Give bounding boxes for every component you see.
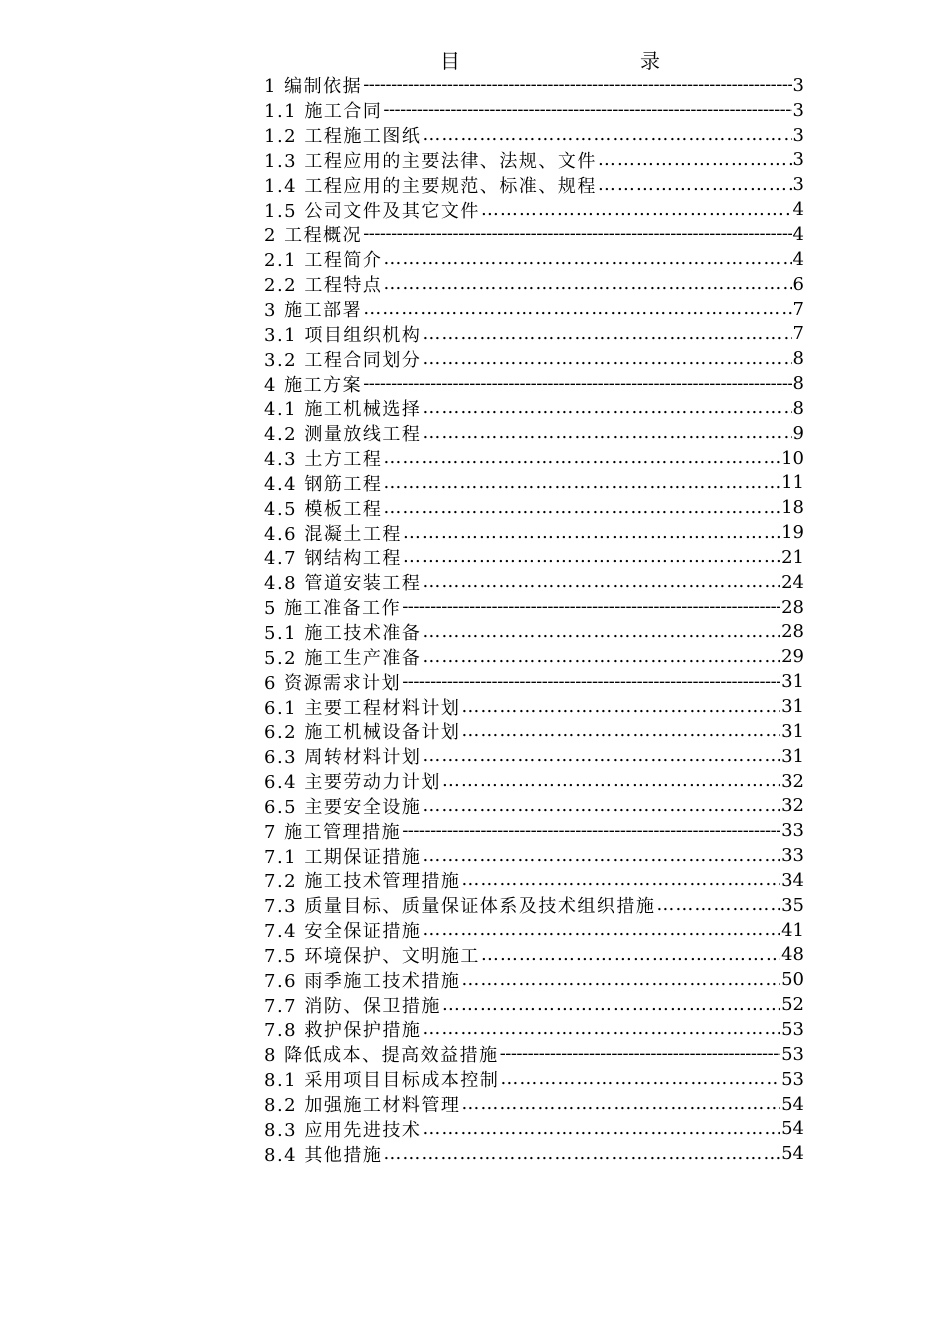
page-title: [440, 46, 660, 76]
toc-leader: [461, 968, 780, 992]
toc-entry-label: 2.1 工程简介: [264, 250, 383, 272]
toc-entry-label: 7.1 工期保证措施: [264, 846, 422, 868]
toc-entry-page-number: 54: [781, 1118, 804, 1140]
toc-leader: [383, 1142, 780, 1166]
toc-entry[interactable]: [264, 644, 804, 669]
toc-entry-page-number: 21: [781, 546, 804, 568]
toc-entry[interactable]: [264, 222, 804, 247]
toc-entry-page-number: 4: [792, 223, 804, 245]
toc-entry-page-number: 8: [792, 397, 804, 419]
toc-entry[interactable]: [264, 1042, 804, 1067]
toc-entry-label: 8 降低成本、提高效益措施: [264, 1045, 499, 1067]
toc-leader: [422, 570, 780, 594]
toc-leader: [363, 297, 791, 321]
toc-entry-label: 7 施工管理措施: [264, 821, 402, 843]
toc-entry-label: 4.4 钢筋工程: [264, 473, 383, 495]
toc-entry-page-number: 41: [781, 919, 804, 941]
toc-entry-page-number: 6: [792, 273, 804, 295]
toc-entry-label: 4.8 管道安装工程: [264, 573, 422, 595]
toc-entry[interactable]: [264, 620, 804, 645]
toc-leader: [500, 1067, 780, 1091]
toc-entry-page-number: 33: [781, 820, 804, 842]
toc-entry-label: 2.2 工程特点: [264, 275, 383, 297]
toc-leader: [481, 198, 792, 222]
toc-entry[interactable]: [264, 545, 804, 570]
toc-entry-page-number: 9: [792, 422, 804, 444]
toc-leader: [363, 73, 791, 97]
toc-entry[interactable]: [264, 1092, 804, 1117]
toc-entry-page-number: 8: [792, 348, 804, 370]
toc-entry-page-number: 19: [781, 522, 804, 544]
toc-leader: [461, 695, 780, 719]
toc-entry-page-number: 34: [781, 869, 804, 891]
toc-entry[interactable]: [264, 744, 804, 769]
toc-entry[interactable]: [264, 148, 804, 173]
toc-entry-label: 6.1 主要工程材料计划: [264, 697, 461, 719]
toc-leader: [422, 347, 791, 371]
toc-entry-page-number: 53: [781, 1018, 804, 1040]
toc-entry[interactable]: [264, 495, 804, 520]
toc-entry-label: 7.7 消防、保卫措施: [264, 995, 441, 1017]
toc-entry-page-number: 3: [792, 124, 804, 146]
toc-entry[interactable]: [264, 967, 804, 992]
toc-entry-label: 1.3 工程应用的主要法律、法规、文件: [264, 150, 597, 172]
toc-entry-label: 4 施工方案: [264, 374, 363, 396]
toc-leader: [481, 943, 780, 967]
toc-entry[interactable]: [264, 371, 804, 396]
toc-entry-label: 4.6 混凝土工程: [264, 523, 402, 545]
toc-entry-page-number: 3: [792, 74, 804, 96]
toc-entry[interactable]: [264, 421, 804, 446]
toc-leader: [656, 893, 780, 917]
toc-entry-page-number: 28: [781, 596, 804, 618]
toc-entry-page-number: 3: [792, 149, 804, 171]
toc-leader: [402, 819, 780, 843]
toc-entry-page-number: 31: [781, 671, 804, 693]
toc-entry[interactable]: [264, 769, 804, 794]
toc-leader: [383, 247, 791, 271]
toc-entry[interactable]: [264, 1116, 804, 1141]
toc-entry[interactable]: [264, 595, 804, 620]
toc-entry[interactable]: [264, 843, 804, 868]
toc-entry[interactable]: [264, 1017, 804, 1042]
toc-leader: [598, 173, 792, 197]
toc-leader: [422, 421, 791, 445]
toc-entry[interactable]: [264, 297, 804, 322]
toc-entry-page-number: 31: [781, 745, 804, 767]
toc-leader: [422, 620, 780, 644]
toc-entry-label: 5 施工准备工作: [264, 598, 402, 620]
toc-leader: [422, 123, 791, 147]
toc-entry-page-number: 4: [792, 248, 804, 270]
toc-entry[interactable]: [264, 1067, 804, 1092]
toc-entry[interactable]: [264, 471, 804, 496]
toc-leader: [422, 396, 791, 420]
toc-entry-label: 4.2 测量放线工程: [264, 424, 422, 446]
toc-entry[interactable]: [264, 943, 804, 968]
toc-leader: [500, 1042, 780, 1066]
toc-entry[interactable]: [264, 346, 804, 371]
toc-entry[interactable]: [264, 818, 804, 843]
toc-entry[interactable]: [264, 918, 804, 943]
toc-entry-label: 4.7 钢结构工程: [264, 548, 402, 570]
toc-entry-label: 7.5 环境保护、文明施工: [264, 945, 480, 967]
toc-leader: [442, 993, 780, 1017]
toc-entry-page-number: 3: [792, 174, 804, 196]
title-char-right: 录: [640, 49, 660, 73]
toc-leader: [383, 98, 791, 122]
table-of-contents: [264, 73, 804, 1166]
toc-entry[interactable]: [264, 992, 804, 1017]
toc-entry-page-number: 50: [781, 969, 804, 991]
toc-entry-label: 7.4 安全保证措施: [264, 921, 422, 943]
toc-entry-label: 8.1 采用项目目标成本控制: [264, 1070, 500, 1092]
toc-entry[interactable]: [264, 719, 804, 744]
toc-entry-page-number: 4: [792, 199, 804, 221]
toc-entry-page-number: 54: [781, 1143, 804, 1165]
toc-entry[interactable]: [264, 73, 804, 98]
toc-entry-label: 8.3 应用先进技术: [264, 1119, 422, 1141]
toc-entry[interactable]: [264, 893, 804, 918]
toc-entry[interactable]: [264, 247, 804, 272]
toc-entry[interactable]: [264, 272, 804, 297]
toc-entry-label: 8.2 加强施工材料管理: [264, 1095, 461, 1117]
toc-leader: [598, 148, 792, 172]
toc-entry-page-number: 53: [781, 1043, 804, 1065]
toc-leader: [422, 1117, 780, 1141]
toc-entry[interactable]: [264, 868, 804, 893]
toc-entry-label: 1.5 公司文件及其它文件: [264, 200, 480, 222]
toc-entry-label: 4.3 土方工程: [264, 449, 383, 471]
toc-entry-label: 1.1 施工合同: [264, 101, 383, 123]
toc-entry[interactable]: [264, 446, 804, 471]
toc-leader: [422, 1017, 780, 1041]
toc-leader: [383, 471, 780, 495]
toc-leader: [383, 496, 780, 520]
toc-entry-label: 6 资源需求计划: [264, 672, 402, 694]
toc-entry-page-number: 18: [781, 497, 804, 519]
toc-entry-label: 3.1 项目组织机构: [264, 324, 422, 346]
toc-leader: [422, 645, 780, 669]
toc-entry-label: 3 施工部署: [264, 300, 363, 322]
toc-entry-page-number: 10: [781, 447, 804, 469]
title-char-left: 目: [440, 49, 460, 73]
toc-entry[interactable]: [264, 123, 804, 148]
toc-leader: [402, 670, 780, 694]
toc-entry[interactable]: [264, 396, 804, 421]
toc-entry[interactable]: [264, 520, 804, 545]
toc-entry-label: 6.2 施工机械设备计划: [264, 722, 461, 744]
toc-entry-page-number: 31: [781, 720, 804, 742]
toc-entry-label: 6.5 主要安全设施: [264, 796, 422, 818]
toc-entry-page-number: 33: [781, 845, 804, 867]
toc-entry[interactable]: [264, 321, 804, 346]
toc-entry-page-number: 24: [781, 571, 804, 593]
toc-entry-page-number: 53: [781, 1068, 804, 1090]
toc-entry-label: 7.2 施工技术管理措施: [264, 871, 461, 893]
toc-entry-page-number: 32: [781, 795, 804, 817]
toc-entry[interactable]: [264, 172, 804, 197]
toc-leader: [442, 769, 780, 793]
toc-entry[interactable]: [264, 1141, 804, 1166]
toc-leader: [422, 794, 780, 818]
toc-entry-page-number: 52: [781, 994, 804, 1016]
toc-entry-label: 6.4 主要劳动力计划: [264, 772, 441, 794]
toc-entry-label: 7.8 救护保护措施: [264, 1020, 422, 1042]
toc-entry-page-number: 32: [781, 770, 804, 792]
toc-entry[interactable]: [264, 669, 804, 694]
toc-entry-page-number: 7: [792, 323, 804, 345]
toc-leader: [422, 744, 780, 768]
toc-entry-label: 2 工程概况: [264, 225, 363, 247]
toc-entry[interactable]: [264, 98, 804, 123]
toc-entry-label: 5.1 施工技术准备: [264, 622, 422, 644]
toc-entry-page-number: 29: [781, 646, 804, 668]
toc-entry-page-number: 7: [792, 298, 804, 320]
toc-leader: [422, 844, 780, 868]
toc-leader: [363, 222, 791, 246]
toc-entry-page-number: 28: [781, 621, 804, 643]
toc-leader: [461, 1092, 780, 1116]
toc-entry-page-number: 54: [781, 1093, 804, 1115]
toc-entry[interactable]: [264, 694, 804, 719]
toc-entry[interactable]: [264, 793, 804, 818]
toc-leader: [383, 272, 791, 296]
toc-entry-label: 4.5 模板工程: [264, 498, 383, 520]
toc-entry-page-number: 11: [781, 472, 804, 494]
toc-leader: [363, 372, 791, 396]
toc-entry-label: 4.1 施工机械选择: [264, 399, 422, 421]
toc-entry[interactable]: [264, 197, 804, 222]
toc-leader: [461, 868, 780, 892]
toc-entry-label: 1 编制依据: [264, 76, 363, 98]
toc-entry-label: 8.4 其他措施: [264, 1144, 383, 1166]
toc-entry-label: 7.3 质量目标、质量保证体系及技术组织措施: [264, 896, 656, 918]
toc-leader: [461, 719, 780, 743]
toc-entry-page-number: 31: [781, 696, 804, 718]
toc-entry-page-number: 48: [781, 944, 804, 966]
toc-leader: [422, 322, 791, 346]
toc-leader: [422, 918, 780, 942]
toc-entry-label: 5.2 施工生产准备: [264, 647, 422, 669]
toc-entry[interactable]: [264, 570, 804, 595]
toc-entry-label: 3.2 工程合同划分: [264, 349, 422, 371]
toc-leader: [403, 521, 780, 545]
toc-leader: [383, 446, 780, 470]
toc-entry-label: 6.3 周转材料计划: [264, 747, 422, 769]
toc-entry-page-number: 3: [792, 99, 804, 121]
toc-entry-label: 1.2 工程施工图纸: [264, 126, 422, 148]
toc-entry-label: 7.6 雨季施工技术措施: [264, 970, 461, 992]
toc-entry-label: 1.4 工程应用的主要规范、标准、规程: [264, 175, 597, 197]
toc-entry-page-number: 8: [792, 373, 804, 395]
toc-entry-page-number: 35: [781, 894, 804, 916]
toc-leader: [402, 595, 780, 619]
toc-leader: [403, 545, 780, 569]
